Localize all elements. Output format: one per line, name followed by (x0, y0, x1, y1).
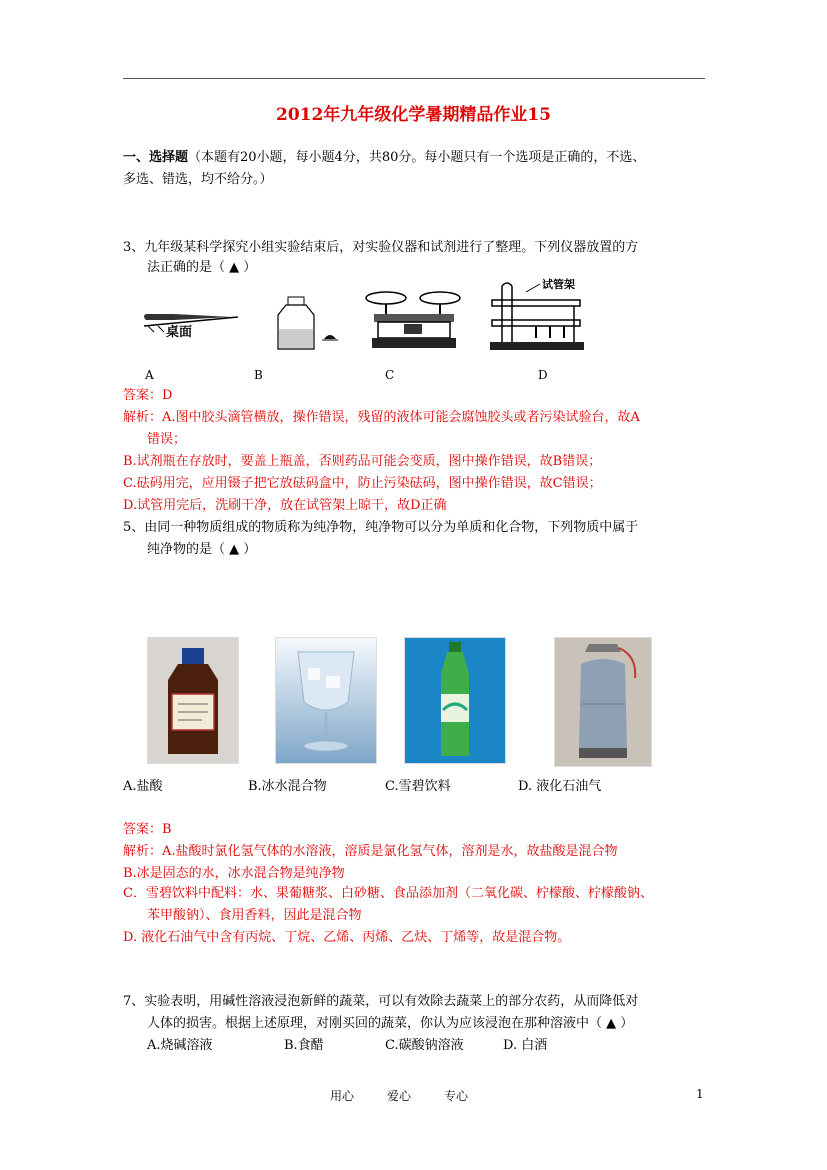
q5-explain-2: B.冰是固态的水，冰水混合物是纯净物 (123, 866, 345, 881)
footer-item-2: 爱心 (387, 1089, 412, 1103)
q5-option-b: B.冰水混合物 (248, 779, 327, 794)
q3-explain-2: 错误； (147, 432, 187, 447)
test-tube-rack-figure (488, 276, 588, 354)
footer-item-3: 专心 (444, 1089, 469, 1103)
q3-option-d: D (538, 368, 548, 382)
page-number: 1 (696, 1087, 704, 1101)
q7-option-a: A.烧碱溶液 (147, 1038, 213, 1053)
q5-answer: 答案：B (123, 822, 172, 837)
lpg-cylinder-photo (554, 637, 652, 767)
rack-label: 试管架 (542, 278, 575, 291)
q5-explain-3: C．雪碧饮料中配料：水、果葡糖浆、白砂糖、食品添加剂（二氧化碳、柠檬酸、柠檬酸钠、 (123, 886, 653, 901)
reagent-bottle-figure (272, 293, 347, 353)
q3-explain-4: C.砝码用完，应用镊子把它放砝码盒中，防止污染砝码，图中操作错误，故C错误； (123, 476, 602, 491)
section-desc-1: （本题有20小题，每小题4分，共80分。每小题只有一个选项是正确的，不选、 (188, 150, 646, 165)
section-desc-2: 多选、错选，均不给分。） (123, 172, 273, 187)
q7-option-c: C.碳酸钠溶液 (385, 1038, 464, 1053)
footer-item-1: 用心 (330, 1089, 355, 1103)
section-heading: 一、选择题 (123, 150, 189, 165)
balance-figure (364, 288, 464, 352)
q7-option-b: B.食醋 (284, 1038, 324, 1053)
q7-stem-1: 7、实验表明，用碱性溶液浸泡新鲜的蔬菜，可以有效除去蔬菜上的部分农药，从而降低对 (123, 994, 639, 1009)
q3-option-a: A (145, 368, 154, 382)
dropper-on-desk-figure (140, 290, 240, 340)
q3-option-c: C (385, 368, 395, 382)
q7-option-d: D. 白酒 (503, 1038, 548, 1053)
desk-label: 桌面 (166, 325, 193, 340)
q7-stem-2: 人体的损害。根据上述原理，对刚买回的蔬菜，你认为应该浸泡在那种溶液中（ ▲ ） (147, 1016, 634, 1031)
sprite-bottle-photo (404, 637, 506, 764)
page-title: 2012年九年级化学暑期精品作业15 (276, 105, 551, 125)
q5-stem-2: 纯净物的是（ ▲ ） (147, 542, 257, 557)
q3-option-b: B (254, 368, 263, 382)
q5-option-d: D. 液化石油气 (518, 779, 602, 794)
q5-explain-4: 苯甲酸钠）、食用香料，因此是混合物 (147, 908, 362, 923)
q3-answer: 答案：D (123, 388, 173, 403)
q3-explain-1: 解析：A.图中胶头滴管横放，操作错误，残留的液体可能会腐蚀胶头或者污染试验台，故A (123, 410, 640, 425)
q5-explain-5: D. 液化石油气中含有丙烷、丁烷、乙烯、丙烯、乙炔、丁烯等，故是混合物。 (123, 930, 571, 945)
q5-explain-1: 解析：A.盐酸时氯化氢气体的水溶液，溶质是氯化氢气体，溶剂是水，故盐酸是混合物 (123, 844, 618, 859)
q3-explain-5: D.试管用完后，洗刷干净，放在试管架上晾干，故D正确 (123, 498, 447, 513)
q3-stem-2: 法正确的是（ ▲ ） (147, 260, 257, 275)
ice-water-glass-photo (275, 637, 377, 764)
q5-option-c: C.雪碧饮料 (385, 779, 451, 794)
q3-explain-3: B.试剂瓶在存放时，要盖上瓶盖，否则药品可能会变质，图中操作错误，故B错误； (123, 454, 602, 469)
section-heading-line (123, 148, 645, 168)
hydrochloric-acid-bottle-photo (147, 637, 239, 764)
q5-stem-1: 5、由同一种物质组成的物质称为纯净物，纯净物可以分为单质和化合物，下列物质中属于 (123, 520, 639, 535)
header-rule (123, 78, 705, 79)
q3-stem-1: 3、九年级某科学探究小组实验结束后，对实验仪器和试剂进行了整理。下列仪器放置的方 (123, 240, 639, 255)
q5-option-a: A.盐酸 (123, 779, 163, 794)
